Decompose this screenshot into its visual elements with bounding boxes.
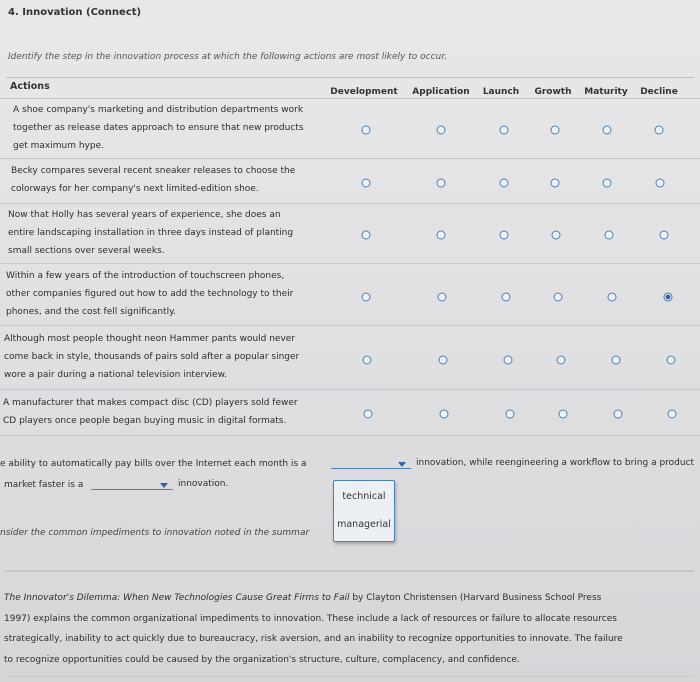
radio-growth[interactable] bbox=[557, 356, 566, 365]
table-row bbox=[0, 203, 700, 264]
fill-in-text-part2: innovation, while reengineering a workflow to bring a product bbox=[416, 458, 695, 468]
radio-application[interactable] bbox=[438, 293, 447, 302]
radio-development[interactable] bbox=[362, 179, 371, 188]
row-action-text: A manufacturer that makes compact disc (CD) players sold fewer CD players once people began buying music in digital formats. bbox=[3, 398, 298, 426]
radio-maturity[interactable] bbox=[612, 356, 621, 365]
radio-decline[interactable] bbox=[660, 231, 669, 240]
row-action-text: Becky compares several recent sneaker releases to choose the colorways for her company's next limited-edition shoe. bbox=[11, 166, 296, 194]
row-action-text: Within a few years of the introduction of touchscreen phones, other companies figured out how to add the technology to their phones, and the cost fell significantly. bbox=[6, 271, 294, 317]
radio-decline[interactable] bbox=[655, 126, 664, 135]
actions-header: Actions bbox=[10, 81, 50, 92]
summary-line: 1997) explains the common organizational impediments to innovation. These include a lack of resources or failure to allocate resources bbox=[4, 613, 617, 624]
table-row bbox=[0, 263, 700, 326]
question-title: 4. Innovation (Connect) bbox=[8, 7, 142, 18]
table-row bbox=[0, 325, 700, 390]
radio-application[interactable] bbox=[437, 126, 446, 135]
table-row bbox=[0, 158, 700, 204]
radio-decline-selected[interactable] bbox=[664, 293, 673, 302]
fill-in-text-part1: e ability to automatically pay bills over the Internet each month is a bbox=[0, 459, 307, 469]
table-row bbox=[0, 389, 700, 436]
radio-launch[interactable] bbox=[500, 231, 509, 240]
radio-development[interactable] bbox=[364, 410, 373, 419]
footer-divider bbox=[4, 676, 694, 677]
radio-launch[interactable] bbox=[502, 293, 511, 302]
radio-maturity[interactable] bbox=[614, 410, 623, 419]
question-instruction: Identify the step in the innovation process at which the following actions are most likely to occur. bbox=[8, 52, 447, 62]
column-header-growth: Growth bbox=[534, 87, 572, 97]
radio-application[interactable] bbox=[437, 231, 446, 240]
chevron-down-icon[interactable] bbox=[160, 483, 168, 488]
table-row bbox=[0, 98, 700, 159]
radio-maturity[interactable] bbox=[605, 231, 614, 240]
column-header-decline: Decline bbox=[640, 87, 678, 97]
radio-launch[interactable] bbox=[500, 179, 509, 188]
column-header-launch: Launch bbox=[482, 87, 520, 97]
radio-maturity[interactable] bbox=[608, 293, 617, 302]
column-header-development: Development bbox=[330, 87, 398, 97]
chevron-down-icon[interactable] bbox=[398, 462, 406, 467]
column-header-application: Application bbox=[412, 87, 470, 97]
radio-growth[interactable] bbox=[551, 179, 560, 188]
consider-text: nsider the common impediments to innovation noted in the summar bbox=[0, 528, 310, 538]
summary-line: The Innovator's Dilemma: When New Technologies Cause Great Firms to Fail by Clayton Christensen (Harvard Business School Press bbox=[4, 593, 602, 603]
radio-growth[interactable] bbox=[552, 231, 561, 240]
radio-decline[interactable] bbox=[667, 356, 676, 365]
column-header-maturity: Maturity bbox=[584, 87, 628, 97]
summary-line: to recognize opportunities could be caused by the organization's structure, culture, complacency, and confidence. bbox=[4, 654, 520, 665]
radio-launch[interactable] bbox=[500, 126, 509, 135]
radio-maturity[interactable] bbox=[603, 126, 612, 135]
radio-maturity[interactable] bbox=[603, 179, 612, 188]
row-action-text: A shoe company's marketing and distribution departments work together as release dates approach to ensure that new products get maximum hype. bbox=[13, 105, 304, 151]
dropdown-option-technical[interactable]: technical bbox=[342, 491, 386, 502]
radio-development[interactable] bbox=[362, 293, 371, 302]
radio-decline[interactable] bbox=[656, 179, 665, 188]
radio-launch[interactable] bbox=[504, 356, 513, 365]
radio-launch[interactable] bbox=[506, 410, 515, 419]
summary-line: strategically, inability to act quickly due to bureaucracy, risk aversion, and an inability to recognize opportunities to innovate. The failure bbox=[4, 634, 623, 644]
radio-development[interactable] bbox=[362, 231, 371, 240]
summary-paragraph bbox=[4, 588, 694, 670]
radio-application[interactable] bbox=[439, 356, 448, 365]
radio-decline[interactable] bbox=[668, 410, 677, 419]
fill-in-text-part4: innovation. bbox=[178, 479, 229, 489]
dropdown-option-managerial[interactable]: managerial bbox=[337, 519, 391, 530]
radio-application[interactable] bbox=[440, 410, 449, 419]
divider bbox=[4, 570, 694, 572]
fill-in-text-part3: market faster is a bbox=[4, 480, 84, 490]
book-title: The Innovator's Dilemma: When New Technologies Cause Great Firms to Fail bbox=[4, 593, 350, 603]
radio-growth[interactable] bbox=[559, 410, 568, 419]
radio-development[interactable] bbox=[362, 126, 371, 135]
row-action-text: Now that Holly has several years of experience, she does an entire landscaping installation in three days instead of planting small sections over several weeks. bbox=[8, 210, 294, 256]
radio-development[interactable] bbox=[363, 356, 372, 365]
row-action-text: Although most people thought neon Hammer pants would never come back in style, thousands of pairs sold after a popular singer wore a pair during a national television interview. bbox=[4, 334, 300, 380]
dropdown-menu bbox=[333, 480, 395, 542]
radio-growth[interactable] bbox=[554, 293, 563, 302]
table-bottom-border bbox=[0, 435, 700, 436]
radio-growth[interactable] bbox=[551, 126, 560, 135]
radio-application[interactable] bbox=[437, 179, 446, 188]
